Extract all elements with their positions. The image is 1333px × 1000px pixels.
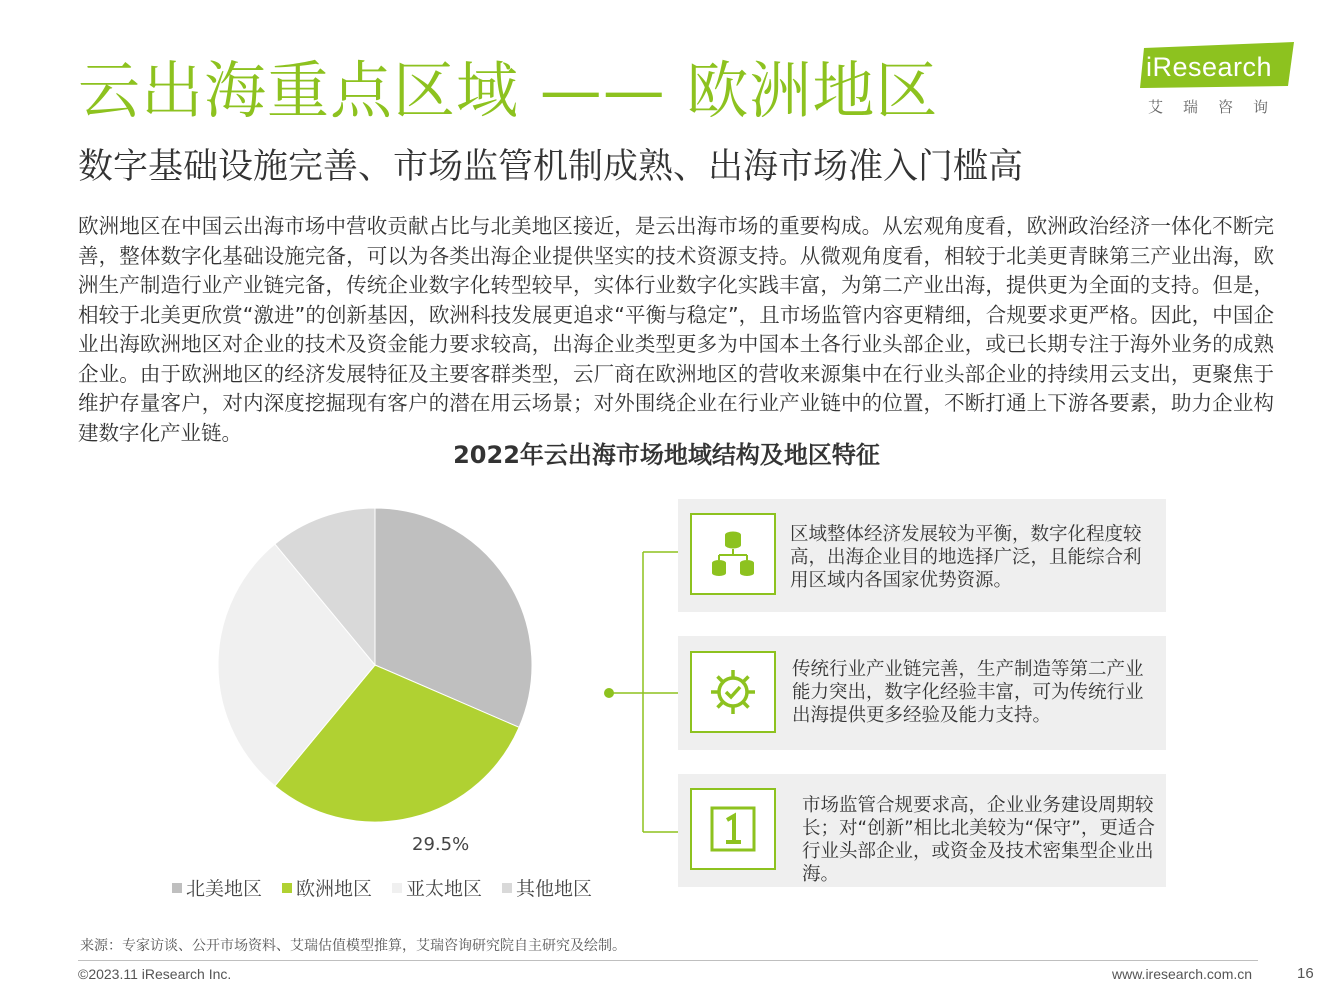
- feature-box-3: [678, 774, 1166, 887]
- gear-check-icon: [707, 666, 759, 718]
- logo-subtext: 艾瑞咨询: [1148, 98, 1289, 116]
- logo-text: iResearch: [1146, 52, 1273, 82]
- feature-text: 传统行业产业链完善，生产制造等第二产业能力突出，数字化经验丰富，可为传统行业出海提供更多经验及能力支持。: [792, 659, 1144, 726]
- database-network-icon: [709, 528, 757, 580]
- legend-label: 亚太地区: [406, 878, 483, 900]
- website-link[interactable]: www.iresearch.com.cn: [1112, 966, 1253, 982]
- pie-data-label-europe: 29.5%: [412, 834, 470, 855]
- legend-swatch: [392, 883, 402, 893]
- feature-icon-frame: [690, 651, 776, 733]
- legend-swatch: [172, 883, 182, 893]
- legend-item-asia-pacific: [392, 874, 482, 901]
- legend-label: 欧洲地区: [296, 878, 373, 900]
- legend-item-europe: [282, 874, 372, 901]
- feature-box-1: [678, 499, 1166, 612]
- feature-icon-frame: [690, 513, 776, 595]
- feature-text: 区域整体经济发展较为平衡，数字化程度较高，出海企业目的地选择广泛，且能综合利用区域内各国家优势资源。: [790, 524, 1142, 591]
- legend-item-north-america: [172, 874, 262, 901]
- legend-item-other: [502, 874, 592, 901]
- legend-swatch: [502, 883, 512, 893]
- chart-title: 2022年云出海市场地域结构及地区特征: [453, 441, 880, 469]
- pie-chart: [200, 495, 550, 845]
- body-paragraph: 欧洲地区在中国云出海市场中营收贡献占比与北美地区接近，是云出海市场的重要构成。从宏观角度看，欧洲政治经济一体化不断完善，整体数字化基础设施完备，可以为各类出海企业提供坚实的技术资源支持。从微观角度看，相较于北美更青睐第三产业出海，欧洲生产制造行业产业链完备，传统企业数字化转型较早，实体行业数字化实践丰富，为第二产业出海，提供更为全面的支持。但是，相较于北美更欣赏“激进”的创新基因，欧洲科技发展更追求“平衡与稳定”，且市场监管内容更精细，合规要求更严格。因此，中国企业出海欧洲地区对企业的技术及资金能力要求较高，出海企业类型更多为中国本土各行业头部企业，或已长期专注于海外业务的成熟企业。由于欧洲地区的经济发展特征及主要客群类型，云厂商在欧洲地区的营收来源集中在行业头部企业的持续用云支出，更聚焦于维护存量客户，对内深度挖掘现有客户的潜在用云场景；对外围绕企业在行业产业链中的位置，不断打通上下游各要素，助力企业构建数字化产业链。: [78, 214, 1274, 445]
- source-note: 来源：专家访谈、公开市场资料、艾瑞估值模型推算，艾瑞咨询研究院自主研究及绘制。: [80, 938, 626, 954]
- page-subtitle: 数字基础设施完善、市场监管机制成熟、出海市场准入门槛高: [78, 147, 1024, 187]
- feature-box-2: [678, 636, 1166, 750]
- legend-label: 北美地区: [186, 878, 263, 900]
- footer-divider: [78, 960, 1258, 961]
- feature-icon-frame: [690, 788, 776, 870]
- page-title: 云出海重点区域 —— 欧洲地区: [78, 54, 939, 127]
- copyright: ©2023.11 iResearch Inc.: [78, 966, 232, 982]
- legend-swatch: [282, 883, 292, 893]
- chart-legend: [172, 874, 592, 901]
- number-one-icon: [710, 806, 756, 852]
- feature-text: 市场监管合规要求高，企业业务建设周期较长；对“创新”相比北美较为“保守”，更适合行业头部企业，或资金及技术密集型企业出海。: [802, 795, 1155, 885]
- connector-dot: [604, 688, 614, 698]
- legend-label: 其他地区: [516, 878, 593, 900]
- iresearch-logo: [1140, 40, 1300, 120]
- page-number: 16: [1297, 965, 1314, 982]
